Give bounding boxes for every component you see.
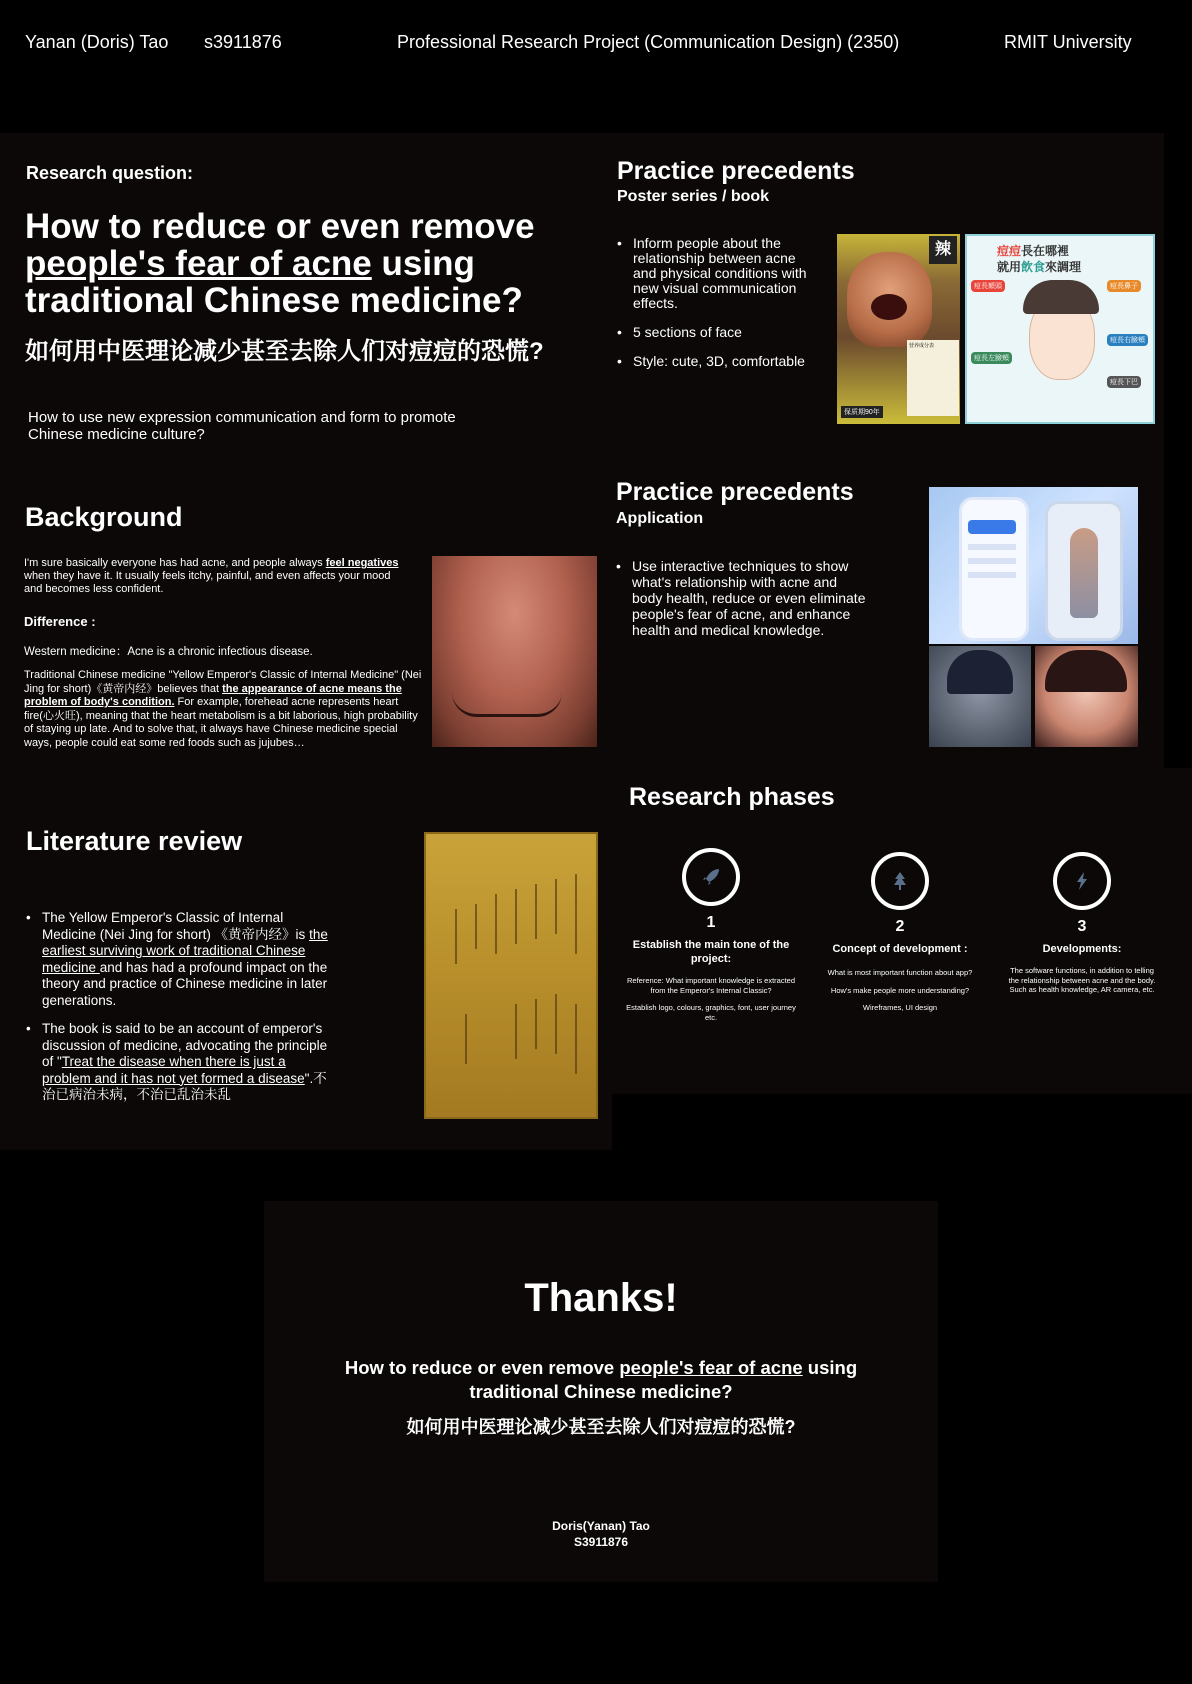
tcm-text-a: Traditional Chinese medicine "Yellow Emperor's Classic of Internal Medicine" (Nei Jing for short)《黄帝内经》believes that [24, 669, 422, 695]
sub-question: How to use new expression communication and form to promote Chinese medicine culture? [28, 409, 456, 443]
lightning-icon [1053, 852, 1111, 910]
precedents-poster-subtitle: Poster series / book [617, 188, 770, 205]
research-question [25, 208, 585, 319]
thanks-question-underlined: people's fear of acne [619, 1357, 803, 1378]
poster-image-2 [965, 234, 1155, 424]
app-card [968, 520, 1016, 534]
tcm-text-c: For example, forehead acne represents heart fire(心火旺), meaning that the heart metabolism is a bit laborious, high probability of staying up late. And to solve that, it always have Chinese medicine special ways, people could eat some red foods such as jujubes… [24, 696, 418, 749]
literature-text-1b: and has had a profound impact on the theory and practice of Chinese medicine in later generations. [42, 959, 328, 1008]
tcm-text-b: the appearance of acne means the problem of body's condition. [24, 682, 402, 709]
phase-2 [815, 852, 985, 1013]
phases-title: Research phases [629, 783, 835, 811]
poster-image-1 [837, 234, 960, 424]
phase-title: Developments: [1042, 943, 1122, 955]
nutrition-table-title: 营养成分表 [909, 343, 935, 349]
scroll-calligraphy [426, 834, 596, 1117]
phase-1 [626, 848, 796, 1022]
phase-detail: How's make people more understanding? [830, 985, 970, 995]
question-part-1: How to reduce or even remove [25, 207, 535, 246]
literature-bullets [26, 910, 336, 1104]
university-name: RMIT University [1004, 32, 1132, 52]
literature-text-1u: the earliest surviving work of traditional Chinese medicine [42, 926, 328, 975]
literature-text-2b: ".不治已病治未病，不治已乱治未乱 [42, 1070, 327, 1102]
mouth-illustration [871, 294, 907, 320]
phone-mockup [959, 497, 1029, 641]
ancient-scroll-image [424, 832, 598, 1119]
difference-label: Difference : [24, 614, 96, 629]
nutrition-table [907, 340, 959, 416]
thanks-question-part-2: using traditional Chinese medicine? [469, 1357, 858, 1402]
poster-badge: 辣 [929, 236, 957, 264]
question-part-2: using traditional Chinese medicine? [25, 244, 523, 320]
phase-number: 1 [706, 914, 716, 931]
character-image [1035, 646, 1138, 747]
research-question-chinese: 如何用中医理论减少甚至去除人们对痘痘的恐慌? [25, 338, 544, 365]
literature-title: Literature review [26, 826, 243, 856]
intro-text-a: I'm sure basically everyone has had acne, and people always [24, 557, 326, 569]
background-title: Background [25, 502, 183, 532]
western-medicine-text: Western medicine：Acne is a chronic infectious disease. [24, 646, 313, 658]
intro-text-b: feel negatives [325, 557, 399, 569]
poster2-title-e: 來調理 [1045, 260, 1082, 274]
precedents-poster-title: Practice precedents [617, 157, 855, 185]
course-title: Professional Research Project (Communication Design) (2350) [397, 32, 900, 52]
poster2-tag: 痘長右臉頰 [1107, 334, 1148, 346]
poster2-tag: 痘長左臉頰 [971, 352, 1012, 364]
poster2-tag: 痘長額頭 [971, 280, 1005, 292]
phase-detail: Reference: What important knowledge is extracted from the Emperor's Internal Classic? [627, 976, 795, 995]
thanks-question-part-1: How to reduce or even remove [344, 1357, 620, 1378]
phase-detail: What is most important function about app? [827, 968, 973, 977]
phase-detail: Wireframes, UI design [862, 1003, 938, 1012]
hair-illustration [1023, 280, 1099, 314]
phase-title: Concept of development : [832, 943, 968, 955]
list-item: • Style: cute, 3D, comfortable [617, 354, 822, 369]
app-row [968, 558, 1016, 564]
phase-3 [997, 852, 1167, 995]
thanks-question-chinese: 如何用中医理论减少甚至去除人们对痘痘的恐慌? [406, 1417, 796, 1437]
phase-detail: Establish logo, colours, graphics, font, user journey etc. [626, 1003, 796, 1022]
student-id: s3911876 [204, 32, 282, 52]
precedents-app-subtitle: Application [616, 510, 704, 527]
poster2-tag: 痘長鼻子 [1107, 280, 1141, 292]
app-row [968, 544, 1016, 550]
thanks-title: Thanks! [524, 1276, 678, 1320]
phase-title: Establish the main tone of the project: [632, 939, 790, 965]
poster-footer: 保质期90年 [841, 406, 883, 418]
background-intro [24, 557, 404, 596]
hair-illustration [947, 650, 1013, 694]
poster2-subtitle [997, 258, 1081, 275]
phase-number: 2 [895, 918, 905, 935]
author-name: Yanan (Doris) Tao [25, 32, 169, 52]
poster2-title-b: 長在哪裡 [1021, 244, 1070, 258]
precedents-app-title: Practice precedents [616, 478, 854, 506]
precedents-app-bullets [616, 558, 866, 638]
literature-text-1a: The Yellow Emperor's Classic of Internal Medicine (Nei Jing for short) 《黄帝内经》is [42, 910, 310, 942]
literature-text-2u: Treat the disease when there is just a problem and it has not yet formed a disease [42, 1054, 305, 1086]
intro-text-c: when they have it. It usually feels itchy, painful, and even affects your mood and becomes less confident. [24, 570, 391, 595]
thanks-name: Doris(Yanan) Tao [552, 1519, 650, 1533]
hair-illustration [1045, 650, 1127, 692]
app-screenshot-image [929, 487, 1138, 644]
rocket-icon [682, 848, 740, 906]
precedents-poster-bullets [617, 236, 822, 369]
phase-number: 3 [1077, 918, 1087, 935]
body-model [1070, 528, 1098, 618]
acne-forehead-image [432, 556, 597, 747]
list-item [26, 910, 336, 1009]
list-item: • Use interactive techniques to show what's relationship with acne and body health, reduce or even eliminate people's fear of acne, and enhance health and medical knowledge. [616, 558, 866, 638]
list-item: • 5 sections of face [617, 325, 822, 340]
tree-icon [871, 852, 929, 910]
phone-mockup [1045, 501, 1123, 641]
thanks-id: S3911876 [573, 1535, 629, 1547]
poster2-title-d: 飲食 [1021, 260, 1046, 274]
poster2-title [997, 242, 1069, 259]
wireframe-head-image [929, 646, 1031, 747]
poster2-tag: 痘長下巴 [1107, 376, 1141, 388]
poster2-title-c: 就用 [997, 260, 1022, 274]
app-row [968, 572, 1016, 578]
research-label: Research question: [26, 163, 194, 183]
list-item: • Inform people about the relationship between acne and physical conditions with new visual communication effects. [617, 236, 822, 311]
eye-illustration [452, 692, 562, 717]
thanks-question [314, 1356, 888, 1404]
literature-text-2a: The book is said to be an account of emperor's discussion of medicine, advocating the principle of " [42, 1021, 328, 1069]
list-item [26, 1021, 336, 1104]
tcm-text [24, 669, 426, 751]
poster2-title-a: 痘痘 [997, 244, 1022, 258]
question-underlined: people's fear of acne [25, 244, 372, 283]
phase-detail: The software functions, in addition to telling the relationship between acne and the body. Such as health knowledge, AR camera, etc. [1008, 966, 1156, 994]
